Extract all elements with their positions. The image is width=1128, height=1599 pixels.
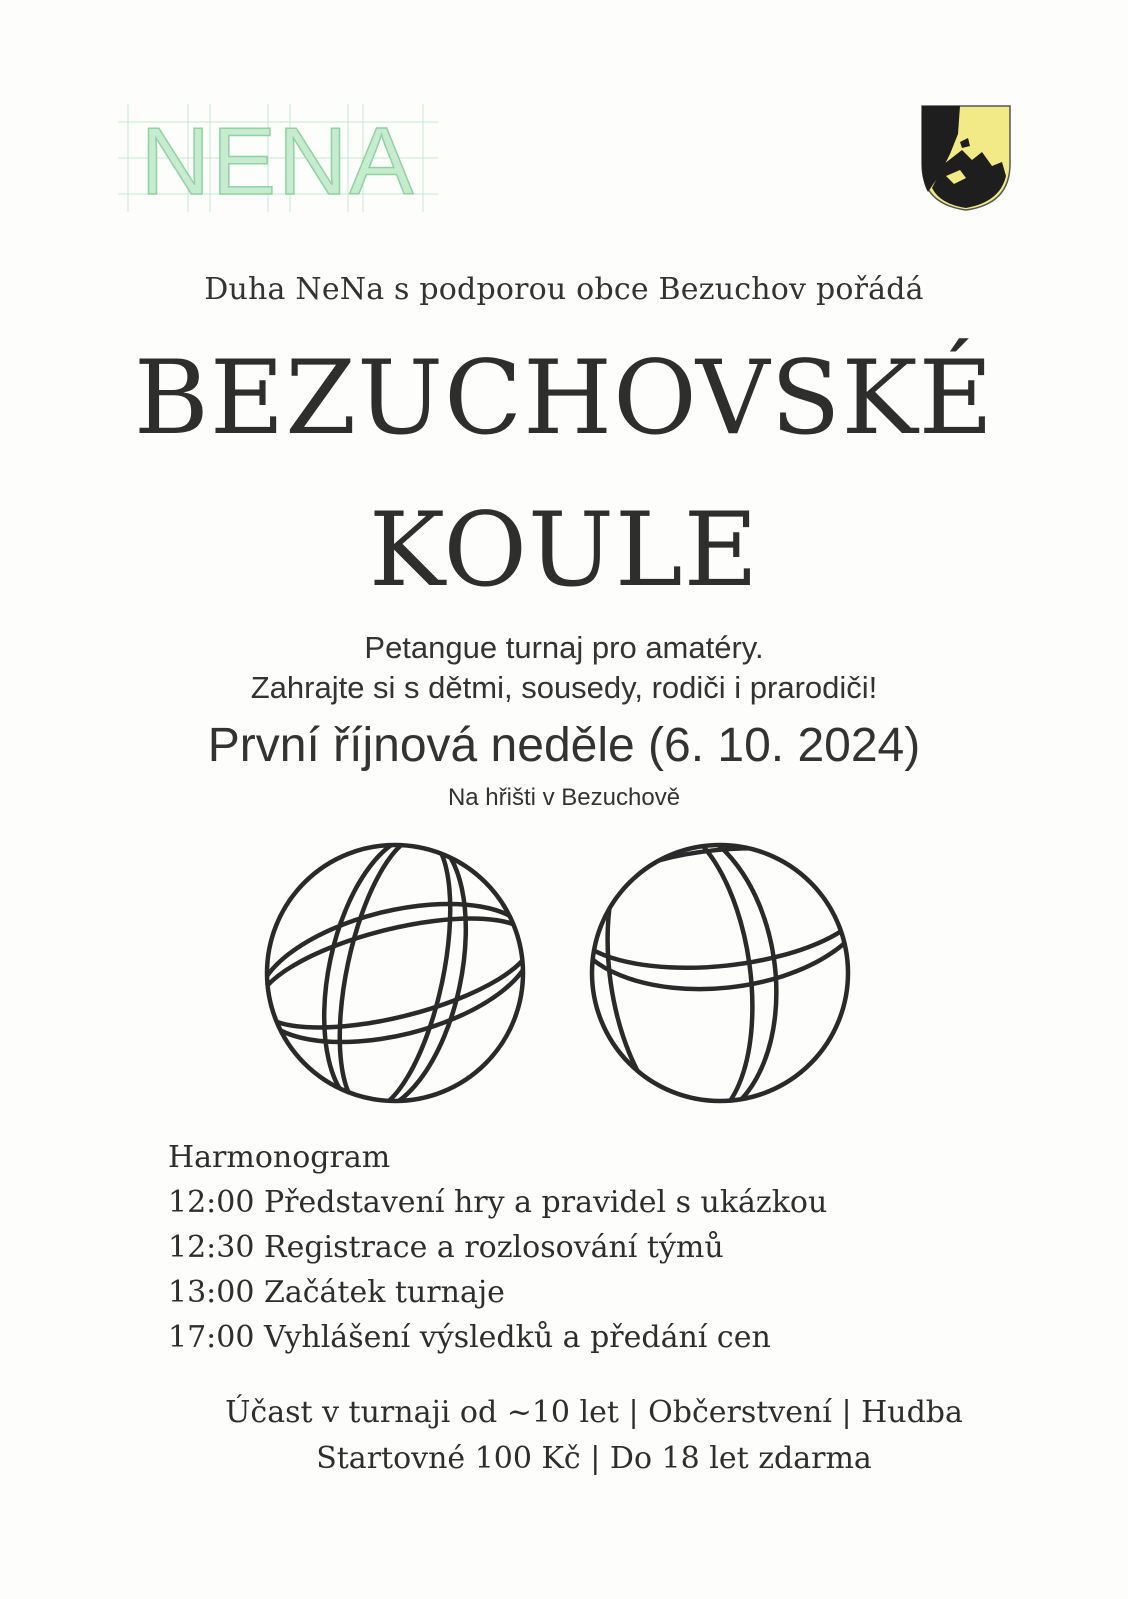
event-place: Na hřišti v Bezuchově (447, 784, 681, 811)
title-line-2: KOULE (368, 491, 760, 610)
event-info-footer (0, 1390, 1128, 1482)
petanque-ball-left-icon (260, 838, 546, 1108)
petanque-balls-illustration (260, 838, 880, 1108)
nena-logo (118, 104, 438, 214)
schedule-item: 12:00 Představení hry a pravidel s ukázkou (168, 1185, 828, 1220)
event-description (0, 628, 1128, 708)
schedule-heading: Harmonogram (168, 1140, 391, 1175)
description-line-2: Zahrajte si s dětmi, sousedy, rodiči i prarodiči! (250, 670, 878, 705)
nena-logo-text: NENA (140, 108, 416, 214)
schedule-item: 12:30 Registrace a rozlosování týmů (168, 1230, 724, 1265)
footer-line-2: Startovné 100 Kč | Do 18 let zdarma (316, 1441, 872, 1476)
coat-of-arms-icon (920, 104, 1012, 212)
organizer-subtitle: Duha NeNa s podporou obce Bezuchov pořádá (204, 272, 924, 307)
petanque-ball-right-icon (562, 838, 877, 1108)
schedule (168, 1135, 827, 1360)
schedule-item: 13:00 Začátek turnaje (168, 1275, 505, 1310)
event-date: První říjnová neděle (6. 10. 2024) (207, 719, 921, 772)
schedule-item: 17:00 Vyhlášení výsledků a předání cen (168, 1320, 771, 1355)
description-line-1: Petangue turnaj pro amatéry. (364, 630, 764, 665)
footer-line-1: Účast v turnaji od ~10 let | Občerstvení | Hudba (225, 1395, 963, 1430)
title-line-1: BEZUCHOVSKÉ (133, 339, 995, 458)
